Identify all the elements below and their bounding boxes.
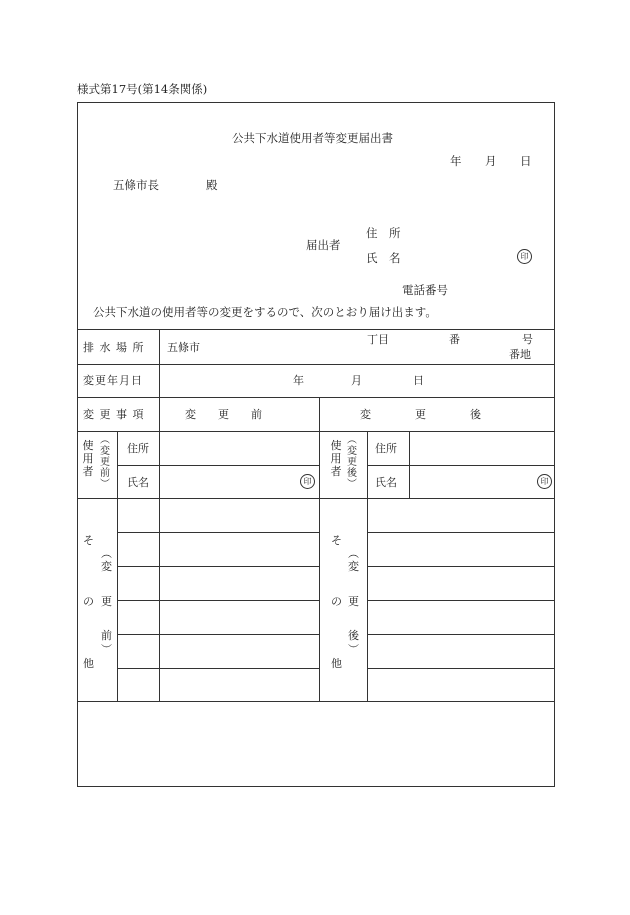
divider-date bbox=[77, 397, 555, 398]
divider-other-1-left bbox=[117, 532, 319, 533]
user-after-address-label: 住所 bbox=[375, 442, 397, 455]
col-user-left-a bbox=[117, 431, 118, 701]
drainage-location-chome: 丁目 bbox=[367, 333, 389, 346]
other-before-char-1: 変 bbox=[101, 560, 112, 573]
divider-other-5-right bbox=[367, 668, 555, 669]
divider-other-4-left bbox=[117, 634, 319, 635]
other-before-open-paren: ︵ bbox=[101, 547, 112, 560]
other-right-char-2: の bbox=[331, 595, 342, 608]
other-left-char-1: そ bbox=[83, 534, 94, 547]
divider-other-4-right bbox=[367, 634, 555, 635]
form-title: 公共下水道使用者等変更届出書 bbox=[232, 131, 393, 145]
user-before-paren: ︵ 変 更 前 ︶ bbox=[100, 435, 110, 490]
user-label-right: 使 用 者 bbox=[330, 439, 342, 478]
applicant-phone-label: 電話番号 bbox=[402, 283, 448, 297]
applicant-address-label: 住 所 bbox=[366, 226, 401, 240]
col-user-right-a bbox=[367, 431, 368, 701]
change-items-before: 変 更 前 bbox=[185, 408, 262, 421]
col-center-items bbox=[319, 397, 320, 701]
divider-user bbox=[77, 498, 555, 499]
divider-other-5-left bbox=[117, 668, 319, 669]
statement-text: 公共下水道の使用者等の変更をするので、次のとおり届け出ます。 bbox=[93, 305, 437, 319]
other-left-char-2: の bbox=[83, 595, 94, 608]
change-date-year: 年 bbox=[293, 374, 304, 387]
col-user-left-b bbox=[159, 431, 160, 701]
divider-header bbox=[77, 329, 555, 330]
applicant-name-label: 氏 名 bbox=[366, 251, 401, 265]
applicant-seal-icon: 印 bbox=[517, 249, 532, 264]
other-after-char-2: 更 bbox=[348, 595, 359, 608]
applicant-label: 届出者 bbox=[306, 238, 341, 252]
other-before-char-2: 更 bbox=[101, 595, 112, 608]
other-after-open-paren: ︵ bbox=[348, 547, 359, 560]
other-before-close-paren: ︶ bbox=[101, 643, 112, 656]
user-after-paren: ︵ 変 更 後 ︶ bbox=[347, 435, 357, 490]
user-after-seal-icon: 印 bbox=[537, 474, 552, 489]
form-number: 様式第17号(第14条関係) bbox=[77, 82, 208, 96]
divider-other-1-right bbox=[367, 532, 555, 533]
addressee-name: 五條市長 bbox=[113, 178, 159, 192]
divider-user-mid-right bbox=[367, 465, 555, 466]
other-right-char-3: 他 bbox=[331, 657, 342, 670]
divider-user-mid-left bbox=[117, 465, 319, 466]
other-after-char-3: 後 bbox=[348, 629, 359, 642]
drainage-location-city: 五條市 bbox=[167, 341, 200, 354]
user-before-address-label: 住所 bbox=[127, 442, 149, 455]
other-after-close-paren: ︶ bbox=[348, 643, 359, 656]
other-right-char-1: そ bbox=[331, 534, 342, 547]
col-user-right-b bbox=[409, 431, 410, 498]
drainage-location-go: 号 bbox=[522, 333, 533, 346]
date-month-label: 月 bbox=[485, 154, 497, 168]
drainage-location-banchi: 番地 bbox=[509, 348, 531, 361]
remarks-area[interactable] bbox=[78, 702, 554, 786]
user-label-left: 使 用 者 bbox=[82, 439, 94, 478]
divider-other-2-right bbox=[367, 566, 555, 567]
user-before-seal-icon: 印 bbox=[300, 474, 315, 489]
divider-other-3-right bbox=[367, 600, 555, 601]
date-day-label: 日 bbox=[520, 154, 532, 168]
divider-location bbox=[77, 364, 555, 365]
user-before-name-label: 氏名 bbox=[127, 476, 149, 489]
change-items-after: 変 更 後 bbox=[360, 408, 481, 421]
change-date-day: 日 bbox=[413, 374, 424, 387]
drainage-location-label: 排 水 場 所 bbox=[83, 341, 145, 354]
drainage-location-ban: 番 bbox=[449, 333, 460, 346]
date-year-label: 年 bbox=[450, 154, 462, 168]
change-date-label: 変更年月日 bbox=[83, 374, 143, 387]
user-after-name-label: 氏名 bbox=[375, 476, 397, 489]
divider-items bbox=[77, 431, 555, 432]
addressee-honorific: 殿 bbox=[206, 178, 218, 192]
change-date-month: 月 bbox=[351, 374, 362, 387]
change-items-label: 変 更 事 項 bbox=[83, 408, 145, 421]
divider-other-2-left bbox=[117, 566, 319, 567]
other-left-char-3: 他 bbox=[83, 657, 94, 670]
col-label-divider bbox=[159, 329, 160, 431]
other-after-char-1: 変 bbox=[348, 560, 359, 573]
other-before-char-3: 前 bbox=[101, 629, 112, 642]
divider-other-3-left bbox=[117, 600, 319, 601]
